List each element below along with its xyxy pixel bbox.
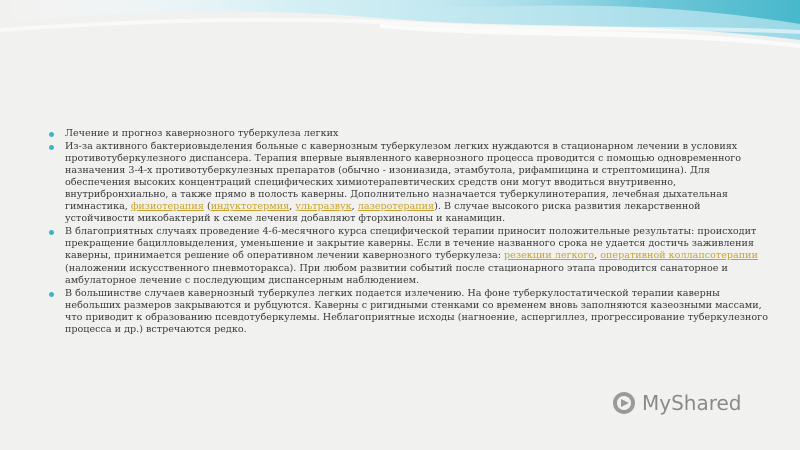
watermark-text: MyShared [642,391,742,415]
text-link[interactable]: физиотерапия [130,201,204,213]
text-run: , [351,201,358,213]
header-wave-decoration [0,0,800,70]
text-link[interactable]: ультразвук [295,201,352,213]
myshared-watermark [612,391,742,415]
myshared-logo-icon [612,391,636,415]
text-run: В большинстве случаев кавернозный туберкулез легких подается излечению. На фоне туберкулостатической терапии каверны небольших размеров закрываются и рубцуются. Каверны с ригидными стенками со временем вновь заполняются казеозными массами, что приводит к образованию псевдотуберкулемы. Неблагоприятные исходы (нагноение, аспергиллез, прогрессирование туберкулезного процесса и др.) встречаются редко. [65,287,768,335]
text-run: Лечение и прогноз кавернозного туберкулеза легких [65,128,339,139]
text-run: ). В случае высокого риска развития лекарственной устойчивости микобактерий к схеме лечения добавляют фторхинолоны и канамицин. [65,201,701,225]
text-run: , [594,250,601,262]
bullet-item [48,226,768,286]
bullet-item [48,128,768,140]
text-run: Из-за активного бактериовыделения больные с кавернозным туберкулезом легких нуждаются в стационарном лечении в условиях противотуберкулезного диспансера. Терапия впервые выявленного кавернозного процесса проводится с помощью одновременного назначения 3-4-х противотуберкулезных препаратов (обычно - изониазида, этамбутола, рифампицина и стрептомицина). Для обеспечения высоких концентраций специфических химиотерапевтических средств они могут вводиться внутривенно, внутрибронхиально, а также прямо в полость каверны. Дополнительно назначается туберкулинотерапия, лечебная дыхательная гимнастика, [65,141,742,213]
text-link[interactable]: лазеротерапия [357,201,435,213]
text-link[interactable]: индуктотермия [210,201,290,213]
text-run: (наложении искусственного пневмоторакса). При любом развитии событий после стационарного этапа проводится санаторное и амбулаторное лечение с последующим диспансерным наблюдением. [65,262,728,286]
slide-content [48,128,768,337]
bullet-item [48,288,768,336]
text-link[interactable]: оперативной коллапсотерапии [600,250,758,262]
text-run: В благоприятных случаях проведение 4-6-месячного курса специфической терапии приносит положительные результаты: происходит прекращение бацилловыделения, уменьшение и закрытие каверны. Если в течение названного срока не удается достичь заживления каверны, принимается решение об оперативном лечении кавернозного туберкулеза: [65,226,757,262]
text-link[interactable]: резекции легкого [504,250,595,262]
bullet-item [48,141,768,225]
text-run: ( [203,201,211,213]
text-run: , [289,201,296,213]
